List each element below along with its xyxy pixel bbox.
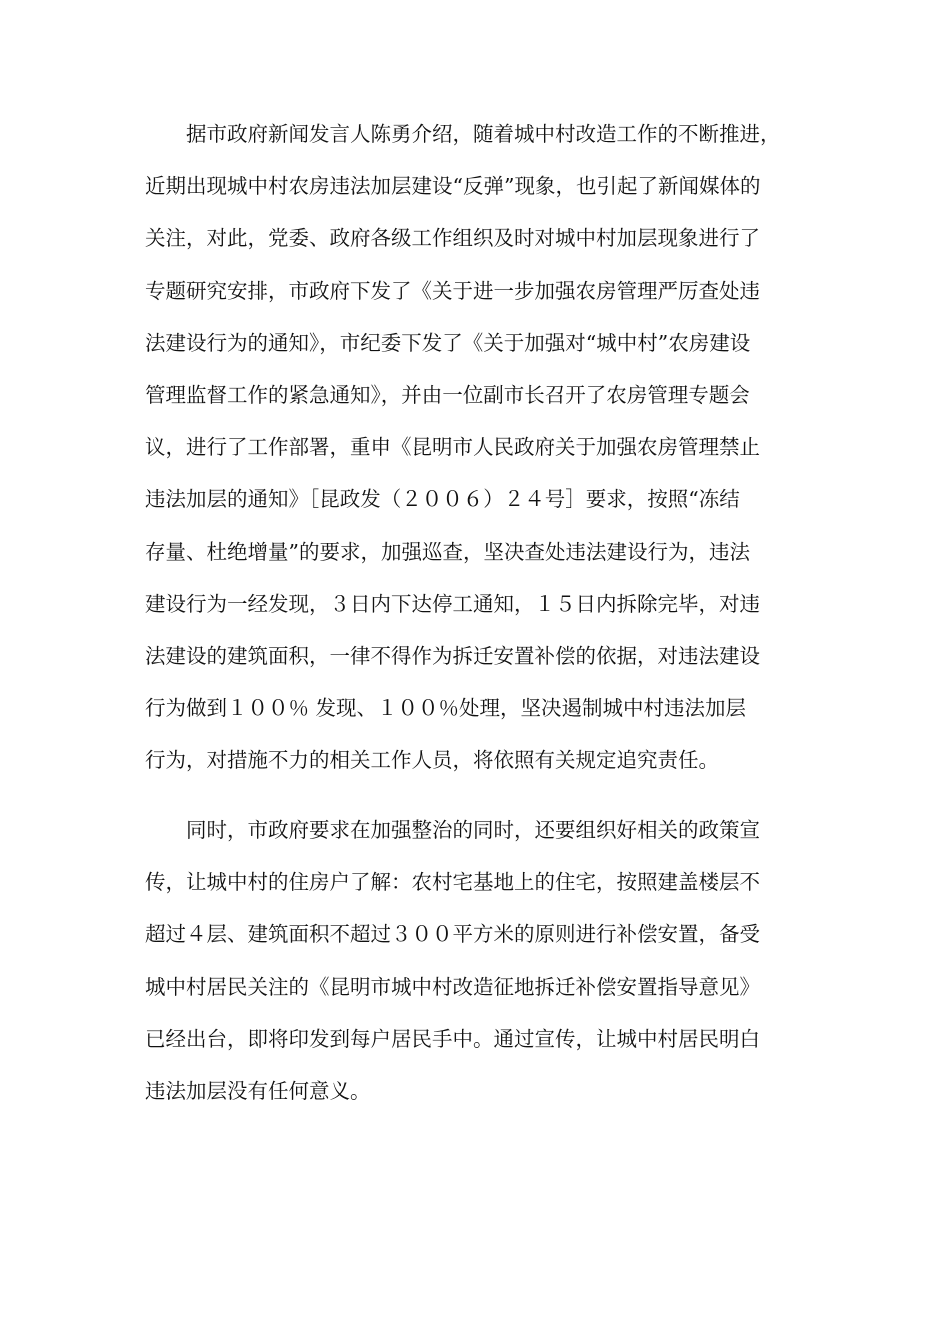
text-line: 行为做到１００％ 发现、１００％处理，坚决遏制城中村违法加层 [145, 696, 747, 721]
text-line: 已经出台，即将印发到每户居民手中。通过宣传，让城中村居民明白 [145, 1026, 760, 1051]
text-line: 据市政府新闻发言人陈勇介绍，随着城中村改造工作的不断推进， [186, 122, 781, 146]
text-line: 同时，市政府要求在加强整治的同时，还要组织好相关的政策宣 [186, 818, 760, 842]
text-line: 行为，对措施不力的相关工作人员，将依照有关规定追究责任。 [145, 748, 719, 773]
text-line: 近期出现城中村农房违法加层建设“反弹”现象，也引起了新闻媒体的 [145, 174, 761, 199]
text-line: 法建设的建筑面积，一律不得作为拆迁安置补偿的依据，对违法建设 [145, 643, 760, 668]
paragraph-1 [145, 108, 825, 786]
text-line: 存量、杜绝增量”的要求，加强巡查，坚决查处违法建设行为，违法 [145, 539, 750, 564]
text-line: 议，进行了工作部署，重申《昆明市人民政府关于加强农房管理禁止 [145, 435, 760, 460]
text-line: 管理监督工作的紧急通知》，并由一位副市长召开了农房管理专题会 [145, 382, 750, 407]
text-line: 违法加层没有任何意义。 [145, 1078, 371, 1103]
text-line: 超过４层、建筑面积不超过３００平方米的原则进行补偿安置，备受 [145, 922, 760, 947]
text-line: 专题研究安排，市政府下发了《关于进一步加强农房管理严厉查处违 [145, 278, 760, 303]
text-line: 法建设行为的通知》，市纪委下发了《关于加强对“城中村”农房建设 [145, 330, 751, 355]
text-line: 关注，对此，党委、政府各级工作组织及时对城中村加层现象进行了 [145, 226, 760, 251]
paragraph-2 [145, 804, 825, 1117]
text-line: 传，让城中村的住房户了解：农村宅基地上的住宅，按照建盖楼层不 [145, 870, 760, 895]
text-line: 违法加层的通知》［昆政发（２００６）２４号］要求，按照“冻结 [145, 487, 740, 512]
text-line: 城中村居民关注的《昆明市城中村改造征地拆迁补偿安置指导意见》 [145, 974, 760, 999]
text-line: 建设行为一经发现，３日内下达停工通知，１５日内拆除完毕，对违 [145, 591, 760, 616]
